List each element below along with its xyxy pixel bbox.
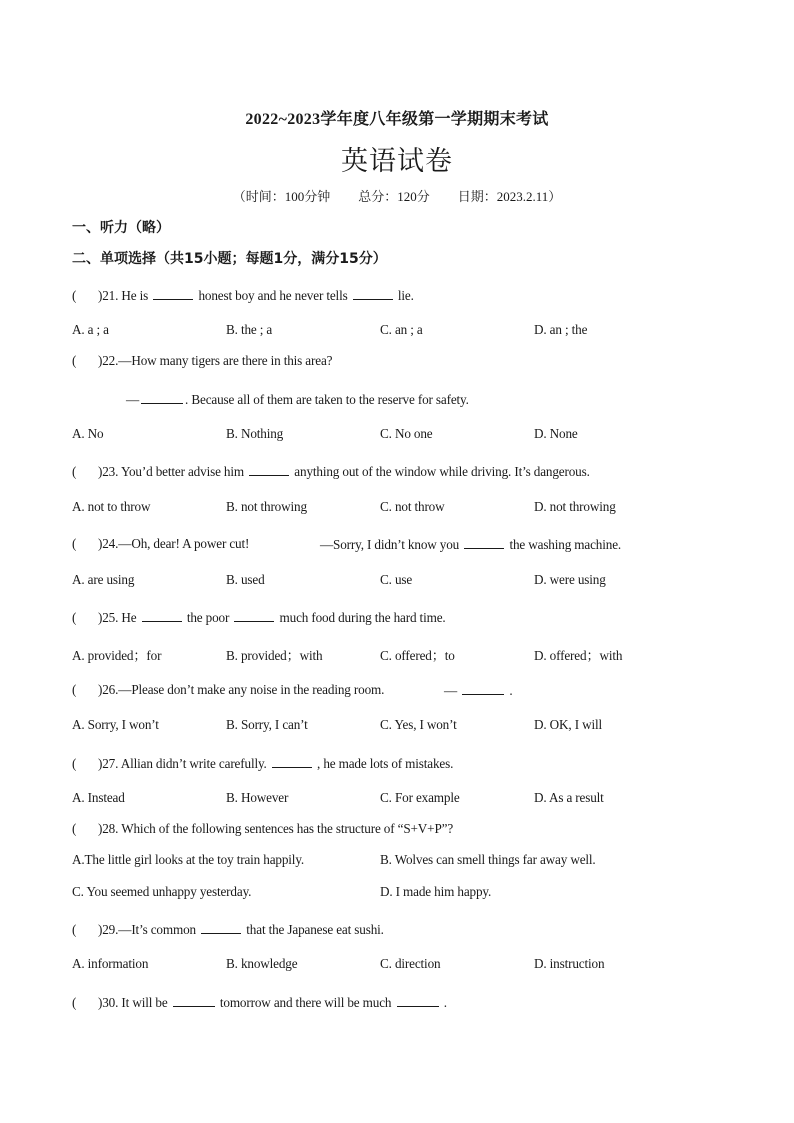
answer-blank [201, 921, 241, 934]
option-a: A. are using [72, 572, 135, 587]
option-c: C. an ; a [380, 322, 423, 337]
option-a: A. provided；for [72, 648, 162, 663]
question-number: )25. [98, 610, 119, 625]
option-b: B. Wolves can smell things far away well. [380, 852, 596, 867]
dialogue-dash: — [126, 392, 140, 407]
answer-bracket[interactable]: ( [72, 610, 77, 625]
exam-info [0, 186, 794, 205]
answer-blank [464, 536, 504, 549]
answer-blank [173, 994, 215, 1007]
question-24-reply [320, 536, 621, 553]
section-listening: 一、听力（略） [72, 220, 170, 236]
question-text: . [443, 995, 447, 1010]
option-c: C. You seemed unhappy yesterday. [72, 884, 252, 899]
question-29 [72, 921, 384, 938]
question-26-reply [444, 682, 513, 699]
subject-title: 英语试卷 [341, 146, 453, 177]
question-text: —It’s common [118, 922, 196, 937]
question-text: . Because all of them are taken to the reserve for safety. [185, 392, 469, 407]
option-a: A. Instead [72, 790, 125, 805]
option-d: D. were using [534, 572, 606, 587]
option-b: B. provided；with [226, 648, 323, 663]
option-b: B. used [226, 572, 265, 587]
option-c: C. use [380, 572, 413, 587]
answer-bracket[interactable]: ( [72, 536, 77, 551]
question-text: Allian didn’t write carefully. [118, 756, 267, 771]
answer-bracket[interactable]: ( [72, 821, 77, 836]
question-text: Which of the following sentences has the structure of “S+V+P”? [118, 821, 454, 836]
option-d: D. an ; the [534, 322, 588, 337]
option-d: D. OK, I will [534, 717, 603, 732]
section-single-choice: 二、单项选择（共15小题；每题1分，满分15分） [72, 251, 387, 267]
option-a: A. No [72, 426, 104, 441]
exam-date: 日期：2023.2.11） [457, 189, 562, 204]
option-b: B. knowledge [226, 956, 298, 971]
option-a: A.The little girl looks at the toy train happily. [72, 852, 305, 867]
question-22-reply [126, 391, 469, 408]
option-a: A. a ; a [72, 322, 109, 337]
answer-blank [272, 755, 312, 768]
question-text: You’d better advise him [118, 464, 244, 479]
option-b: B. However [226, 790, 289, 805]
option-b: B. Sorry, I can’t [226, 717, 308, 732]
answer-bracket[interactable]: ( [72, 995, 77, 1010]
option-d: D. offered；with [534, 648, 623, 663]
answer-bracket[interactable]: ( [72, 464, 77, 479]
question-text: —Sorry, I didn’t know you [320, 537, 460, 552]
option-b: B. not throwing [226, 499, 307, 514]
question-24 [72, 536, 249, 552]
question-number: )30. [98, 995, 119, 1010]
question-text: . [509, 683, 513, 698]
question-text: that the Japanese eat sushi. [246, 922, 384, 937]
question-number: )22. [98, 353, 119, 368]
question-25 [72, 609, 446, 626]
option-d: D. not throwing [534, 499, 616, 514]
answer-blank [462, 682, 504, 695]
option-d: D. instruction [534, 956, 605, 971]
answer-bracket[interactable]: ( [72, 288, 77, 303]
dialogue-dash: — [444, 683, 458, 698]
question-text: the washing machine. [509, 537, 622, 552]
answer-bracket[interactable]: ( [72, 682, 77, 697]
option-a: A. information [72, 956, 149, 971]
exam-total-score: 总分：120分 [358, 189, 430, 204]
question-text: anything out of the window while driving. It’s dangerous. [294, 464, 590, 479]
question-text: It will be [118, 995, 168, 1010]
question-text: He is [118, 288, 149, 303]
question-21 [72, 287, 414, 304]
answer-blank [142, 609, 182, 622]
option-d: D. As a result [534, 790, 604, 805]
question-number: )26. [98, 682, 119, 697]
answer-blank [153, 287, 193, 300]
answer-blank [249, 463, 289, 476]
question-text: tomorrow and there will be much [219, 995, 392, 1010]
exam-title: 2022~2023学年度八年级第一学期期末考试 [245, 111, 549, 128]
question-26 [72, 682, 384, 698]
option-d: D. I made him happy. [380, 884, 492, 899]
question-text: —Oh, dear! A power cut! [118, 536, 250, 551]
option-c: C. For example [380, 790, 460, 805]
option-b: B. Nothing [226, 426, 284, 441]
question-text: —Please don’t make any noise in the reading room. [118, 682, 385, 697]
answer-blank [141, 391, 183, 404]
question-text: much food during the hard time. [279, 610, 446, 625]
question-text: the poor [186, 610, 230, 625]
question-22 [72, 353, 332, 369]
question-number: )24. [98, 536, 119, 551]
question-number: )23. [98, 464, 119, 479]
answer-bracket[interactable]: ( [72, 922, 77, 937]
question-text: lie. [397, 288, 414, 303]
question-number: )29. [98, 922, 119, 937]
question-text: —How many tigers are there in this area? [118, 353, 333, 368]
question-23 [72, 463, 590, 480]
answer-blank [353, 287, 393, 300]
question-text: He [118, 610, 137, 625]
question-number: )21. [98, 288, 119, 303]
question-28 [72, 821, 453, 837]
question-30 [72, 994, 447, 1011]
question-number: )27. [98, 756, 119, 771]
option-c: C. not throw [380, 499, 445, 514]
option-c: C. No one [380, 426, 433, 441]
answer-bracket[interactable]: ( [72, 756, 77, 771]
exam-time: （时间：100分钟 [232, 189, 331, 204]
answer-bracket[interactable]: ( [72, 353, 77, 368]
answer-blank [397, 994, 439, 1007]
question-number: )28. [98, 821, 119, 836]
option-c: C. offered；to [380, 648, 455, 663]
option-c: C. Yes, I won’t [380, 717, 457, 732]
option-a: A. Sorry, I won’t [72, 717, 159, 732]
question-text: honest boy and he never tells [198, 288, 348, 303]
option-a: A. not to throw [72, 499, 151, 514]
option-b: B. the ; a [226, 322, 273, 337]
option-c: C. direction [380, 956, 441, 971]
question-27 [72, 755, 453, 772]
option-d: D. None [534, 426, 578, 441]
answer-blank [234, 609, 274, 622]
question-text: , he made lots of mistakes. [317, 756, 454, 771]
